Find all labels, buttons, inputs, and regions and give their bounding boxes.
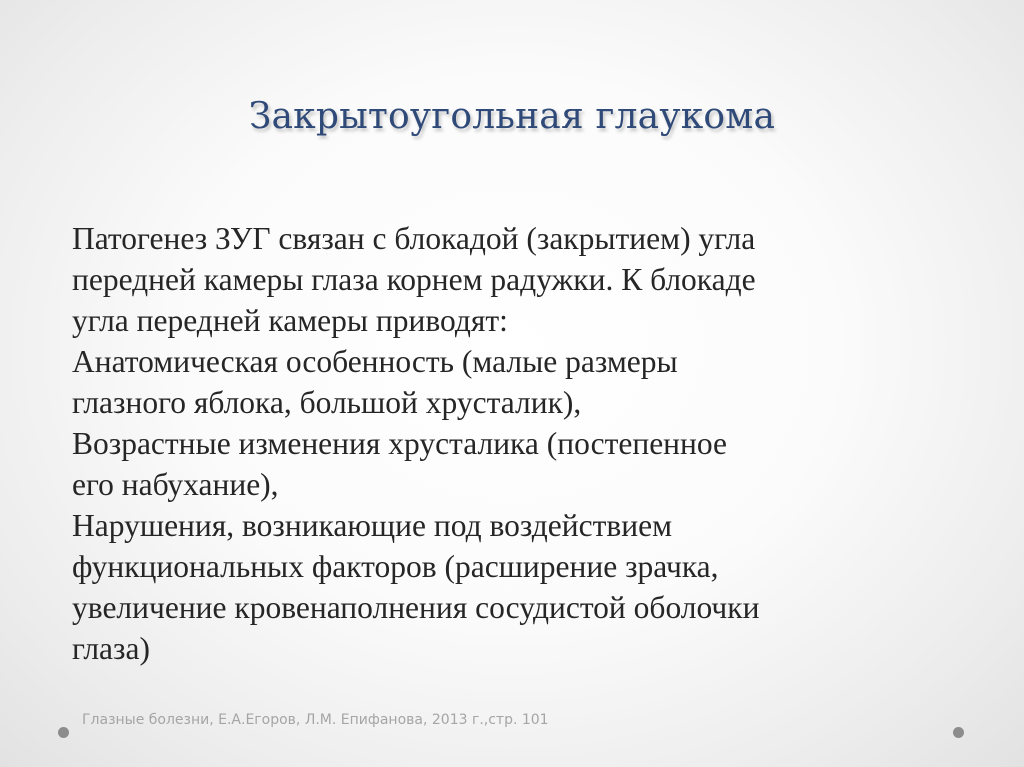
body-line-1: Патогенез ЗУГ связан с блокадой (закрытием) угла xyxy=(72,221,756,256)
slide-body xyxy=(72,218,952,669)
right-dot-icon xyxy=(953,727,964,738)
body-line-10: увеличение кровенаполнения сосудистой оболочки xyxy=(72,590,760,625)
body-line-6: Возрастные изменения хрусталика (постепенное xyxy=(72,426,728,461)
body-line-8: Нарушения, возникающие под воздействием xyxy=(72,508,673,543)
body-line-2: передней камеры глаза корнем радужки. К блокаде xyxy=(72,262,756,297)
body-line-4: Анатомическая особенность (малые размеры xyxy=(72,344,678,379)
left-dot-icon xyxy=(58,727,69,738)
body-line-3: угла передней камеры приводят: xyxy=(72,303,508,338)
slide-footer: Глазные болезни, Е.А.Егоров, Л.М. Епифанова, 2013 г.,стр. 101 xyxy=(82,712,549,728)
body-line-5: глазного яблока, большой хрусталик), xyxy=(72,385,582,420)
body-line-11: глаза) xyxy=(72,631,150,666)
body-line-9: функциональных факторов (расширение зрачка, xyxy=(72,549,719,584)
slide-title: Закрытоугольная глаукома xyxy=(248,96,776,137)
body-line-7: его набухание), xyxy=(72,467,279,502)
